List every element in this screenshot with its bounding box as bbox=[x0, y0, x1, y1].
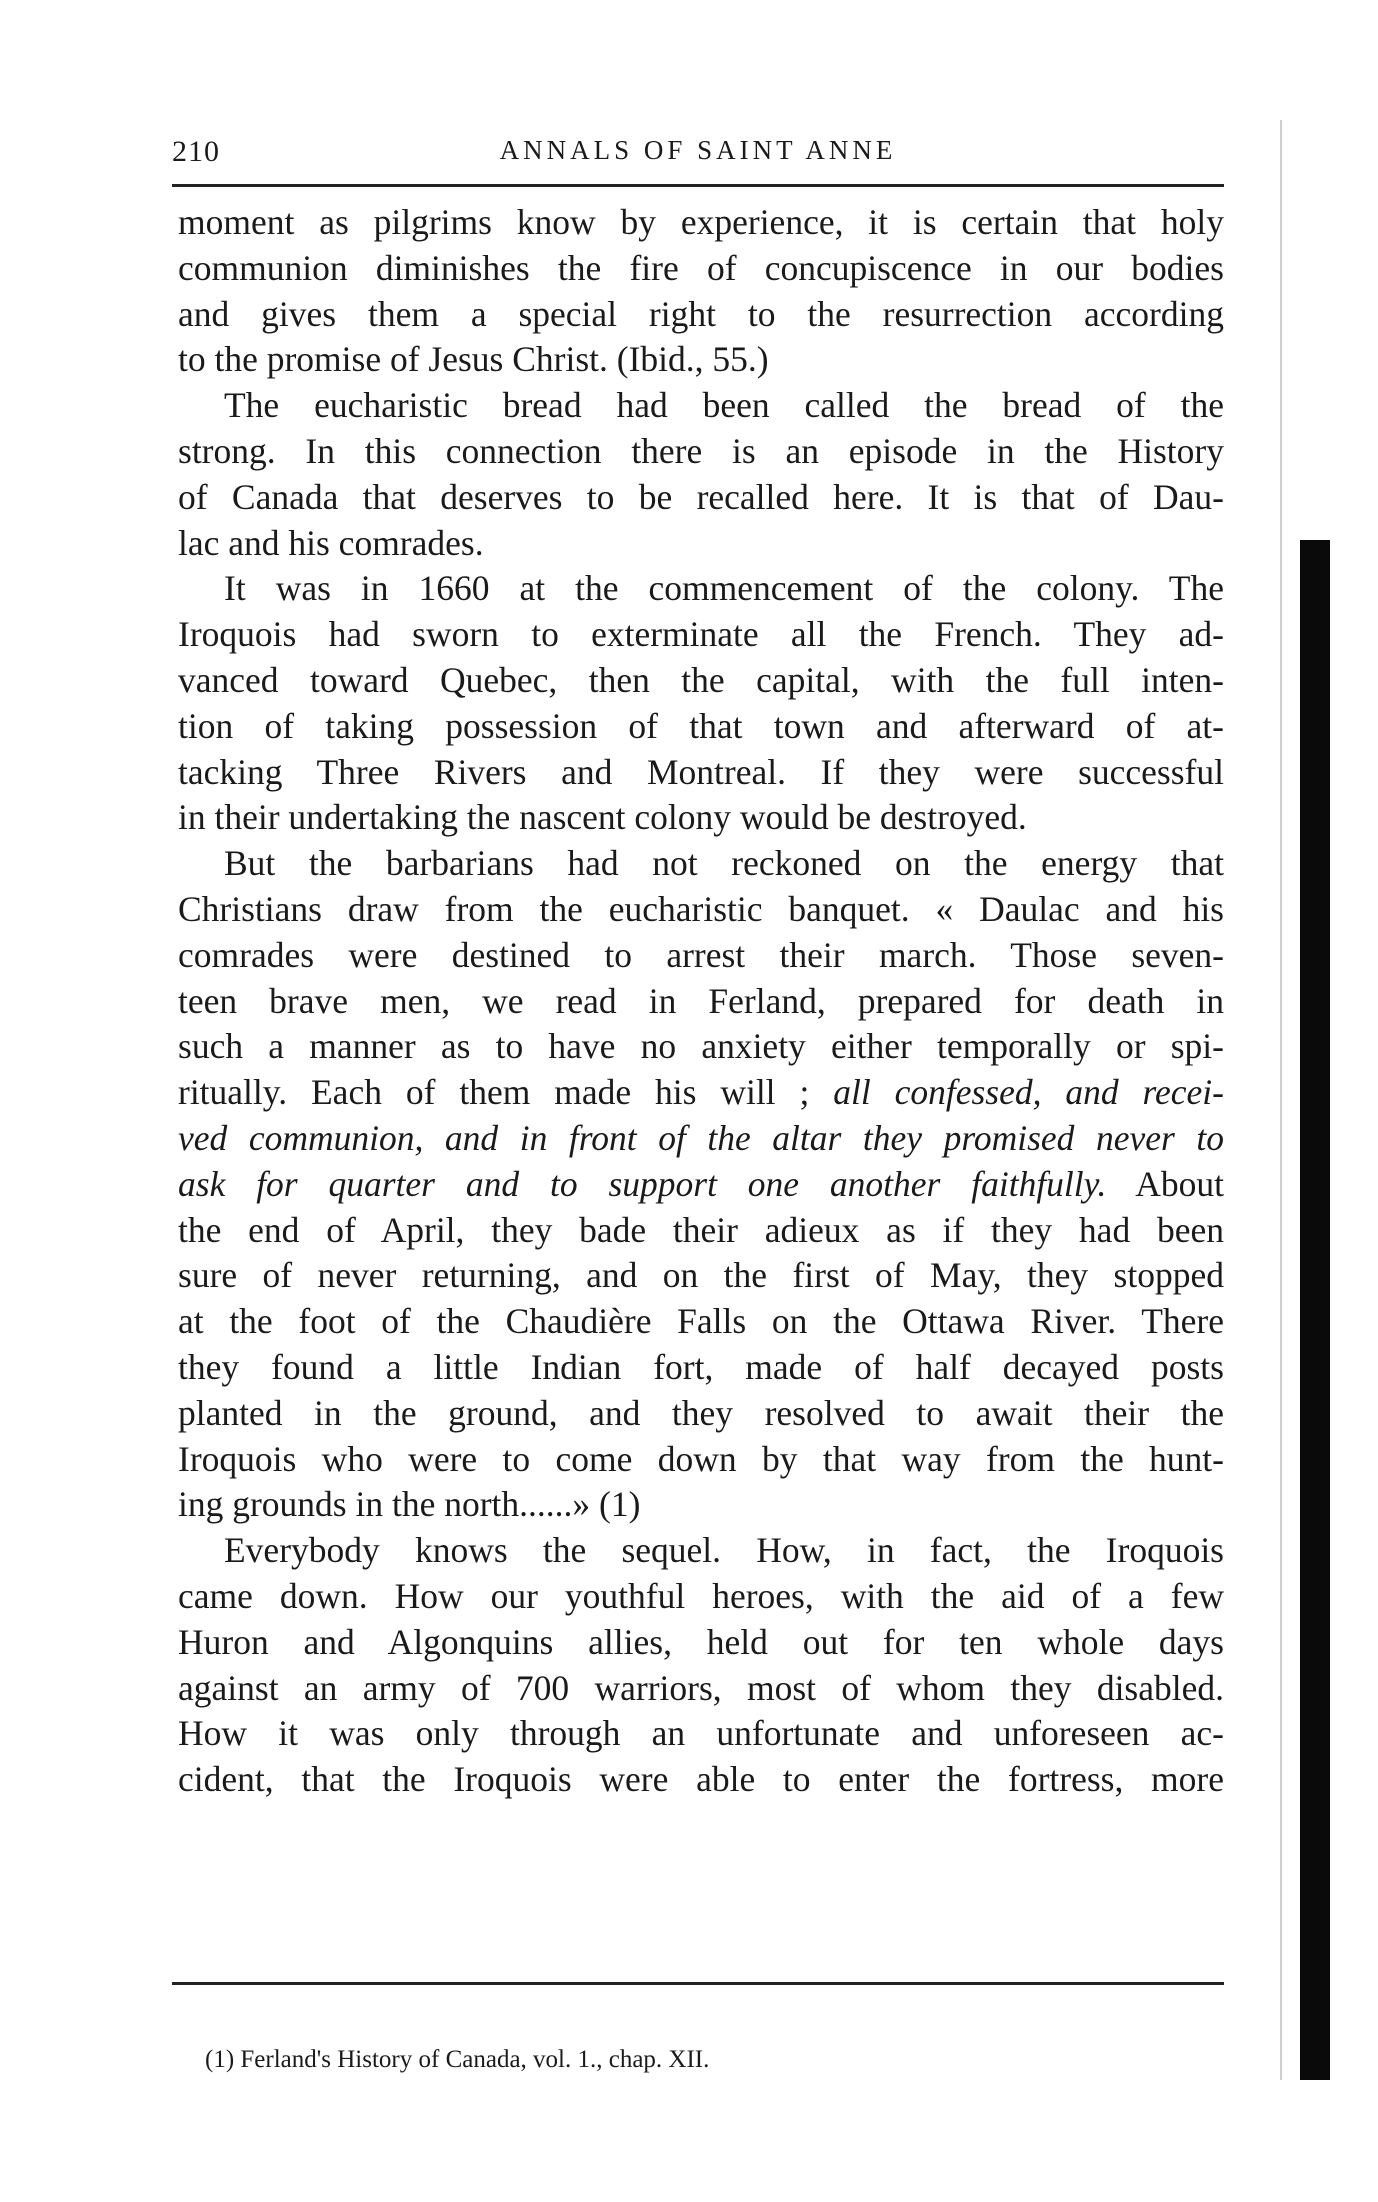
text-line bbox=[178, 1070, 1224, 1116]
text-line: ing grounds in the north......» (1) bbox=[178, 1484, 641, 1525]
italic-segment: all confessed, and recei- bbox=[833, 1072, 1224, 1113]
text-line: Huron and Algonquins allies, held out for ten whole days bbox=[178, 1621, 1224, 1662]
text-line: Everybody knows the sequel. How, in fact, the Iroquois bbox=[224, 1530, 1224, 1571]
binding-edge bbox=[1300, 540, 1330, 2080]
text-line: the end of April, they bade their adieux as if they had been bbox=[178, 1209, 1224, 1250]
footnote: (1) Ferland's History of Canada, vol. 1., chap. XII. bbox=[205, 2046, 710, 2073]
text-line: against an army of 700 warriors, most of whom they disabled. bbox=[178, 1667, 1224, 1708]
text-line: planted in the ground, and they resolved to await their the bbox=[178, 1392, 1224, 1433]
binding-shadow bbox=[1280, 120, 1282, 2080]
text-line: sure of never returning, and on the first of May, they stopped bbox=[178, 1255, 1224, 1296]
text-line: communion diminishes the fire of concupiscence in our bodies bbox=[178, 247, 1224, 288]
text-line: strong. In this connection there is an episode in the History bbox=[178, 430, 1224, 471]
text-line: The eucharistic bread had been called the bread of the bbox=[224, 385, 1224, 426]
text-line: at the foot of the Chaudière Falls on the Ottawa River. There bbox=[178, 1301, 1224, 1342]
text-line: comrades were destined to arrest their march. Those seven- bbox=[178, 934, 1224, 975]
text-line bbox=[178, 1162, 1224, 1208]
text-line: came down. How our youthful heroes, with the aid of a few bbox=[178, 1575, 1224, 1616]
text-line: tion of taking possession of that town and afterward of at- bbox=[178, 705, 1224, 746]
italic-segment: ask for quarter and to support one another faithfully. bbox=[178, 1163, 1107, 1204]
text-line: cident, that the Iroquois were able to enter the fortress, more bbox=[178, 1759, 1224, 1800]
text-line: to the promise of Jesus Christ. (Ibid., 55.) bbox=[178, 339, 769, 380]
text-line: teen brave men, we read in Ferland, prepared for death in bbox=[178, 980, 1224, 1021]
text-segment: ritually. Each of them made his will ; bbox=[178, 1072, 810, 1113]
text-line: How it was only through an unfortunate and unforeseen ac- bbox=[178, 1713, 1224, 1754]
text-line: But the barbarians had not reckoned on the energy that bbox=[224, 843, 1224, 884]
page-number: 210 bbox=[172, 135, 220, 168]
text-line: vanced toward Quebec, then the capital, with the full inten- bbox=[178, 659, 1224, 700]
text-line: moment as pilgrims know by experience, it is certain that holy bbox=[178, 202, 1224, 242]
text-segment: About bbox=[1135, 1163, 1225, 1204]
header-rule bbox=[172, 184, 1224, 187]
text-line: Christians draw from the eucharistic banquet. « Daulac and his bbox=[178, 888, 1224, 929]
text-line: Iroquois who were to come down by that way from the hunt- bbox=[178, 1438, 1224, 1479]
text-line: such a manner as to have no anxiety either temporally or spi- bbox=[178, 1026, 1224, 1067]
text-line: Iroquois had sworn to exterminate all the French. They ad- bbox=[178, 614, 1224, 655]
page-header bbox=[172, 135, 1224, 175]
text-line: It was in 1660 at the commencement of the colony. The bbox=[224, 568, 1224, 609]
text-line: tacking Three Rivers and Montreal. If they were successful bbox=[178, 751, 1224, 792]
text-line: in their undertaking the nascent colony would be destroyed. bbox=[178, 797, 1027, 838]
text-line: lac and his comrades. bbox=[178, 522, 484, 563]
footnote-rule bbox=[172, 1982, 1224, 1985]
body-text bbox=[178, 200, 1224, 1803]
running-title: ANNALS OF SAINT ANNE bbox=[499, 135, 897, 165]
text-line: ved communion, and in front of the altar they promised never to bbox=[178, 1117, 1224, 1158]
text-line: and gives them a special right to the resurrection according bbox=[178, 293, 1224, 334]
text-line: of Canada that deserves to be recalled here. It is that of Dau- bbox=[178, 476, 1224, 517]
text-line: they found a little Indian fort, made of half decayed posts bbox=[178, 1346, 1224, 1387]
